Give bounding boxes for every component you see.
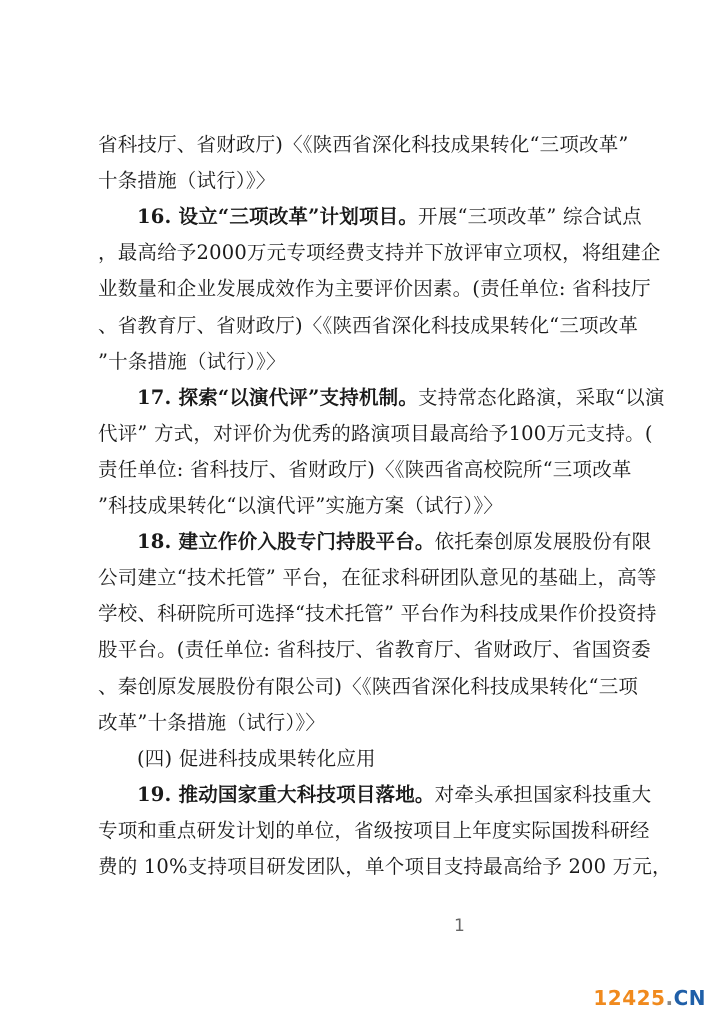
text-line — [98, 236, 661, 270]
body-text: 责任单位: 省科技厅、省财政厅)〈《陕西省高校院所“三项改革 — [98, 457, 632, 481]
text-line — [98, 272, 651, 306]
text-line — [98, 850, 672, 884]
body-text: 学校、科研院所可选择“技术托管” 平台作为科技成果作价投资持 — [98, 602, 657, 626]
watermark-dot: . — [665, 986, 674, 1010]
body-text: 、秦创原发展股份有限公司)〈《陕西省深化科技成果转化“三项 — [98, 674, 639, 698]
site-watermark-logo — [593, 986, 706, 1010]
body-text: 支持常态化路演，采取“以演 — [418, 385, 665, 409]
body-text: (四) 促进科技成果转化应用 — [137, 746, 376, 770]
text-line — [137, 525, 651, 559]
item-heading: 16. 设立“三项改革”计划项目。 — [137, 205, 419, 229]
body-text: ”科技成果转化“以演代评”实施方案（试行）》〉 — [98, 494, 504, 517]
item-heading: 18. 建立作价入股专门持股平台。 — [137, 530, 435, 554]
body-text: 费的 10%支持项目研发团队，单个项目支持最高给予 200 万元， — [98, 855, 672, 878]
body-text: 十条措施（试行）》〉 — [98, 169, 276, 193]
body-text: 对牵头承担国家科技重大 — [434, 782, 652, 806]
text-line — [98, 489, 503, 523]
text-line — [137, 381, 665, 415]
text-line — [98, 164, 276, 198]
text-line — [98, 309, 638, 343]
text-line — [98, 453, 632, 487]
page-number: 1 — [454, 916, 465, 936]
body-text: 公司建立“技术托管” 平台，在征求科研团队意见的基础上，高等 — [98, 566, 657, 590]
body-text: ”十条措施（试行）》〉 — [98, 349, 286, 373]
watermark-domain: CN — [673, 986, 706, 1010]
text-line — [98, 417, 653, 451]
body-text: 专项和重点研发计划的单位，省级按项目上年度实际国拨科研经 — [98, 818, 650, 842]
text-line — [137, 778, 651, 812]
body-text: ，最高给予2000万元专项经费支持并下放评审立项权，将组建企 — [98, 241, 661, 265]
body-text: 业数量和企业发展成效作为主要评价因素。(责任单位: 省科技厅 — [98, 277, 651, 301]
body-text: 、省教育厅、省财政厅)〈《陕西省深化科技成果转化“三项改革 — [98, 313, 639, 337]
body-text: 代评” 方式，对评价为优秀的路演项目最高给予100万元支持。( — [98, 421, 653, 445]
text-line — [98, 561, 657, 595]
item-heading: 17. 探索“以演代评”支持机制。 — [137, 385, 419, 409]
item-heading: 19. 推动国家重大科技项目落地。 — [137, 782, 435, 806]
text-line — [98, 633, 651, 667]
text-line — [98, 814, 650, 848]
text-line — [137, 742, 376, 776]
text-line — [98, 670, 638, 704]
body-text: 股平台。(责任单位: 省科技厅、省教育厅、省财政厅、省国资委 — [98, 638, 651, 662]
text-line — [98, 706, 325, 740]
text-line — [98, 597, 657, 631]
text-line — [137, 200, 642, 234]
body-text: 依托秦创原发展股份有限 — [434, 530, 652, 554]
body-text: 开展“三项改革” 综合试点 — [418, 205, 642, 229]
watermark-number: 12425 — [593, 986, 666, 1010]
body-text: 改革”十条措施（试行）》〉 — [98, 710, 326, 734]
text-line — [98, 345, 286, 379]
body-text: 省科技厅、省财政厅)〈《陕西省深化科技成果转化“三项改革” — [98, 133, 629, 156]
text-line — [98, 128, 629, 162]
